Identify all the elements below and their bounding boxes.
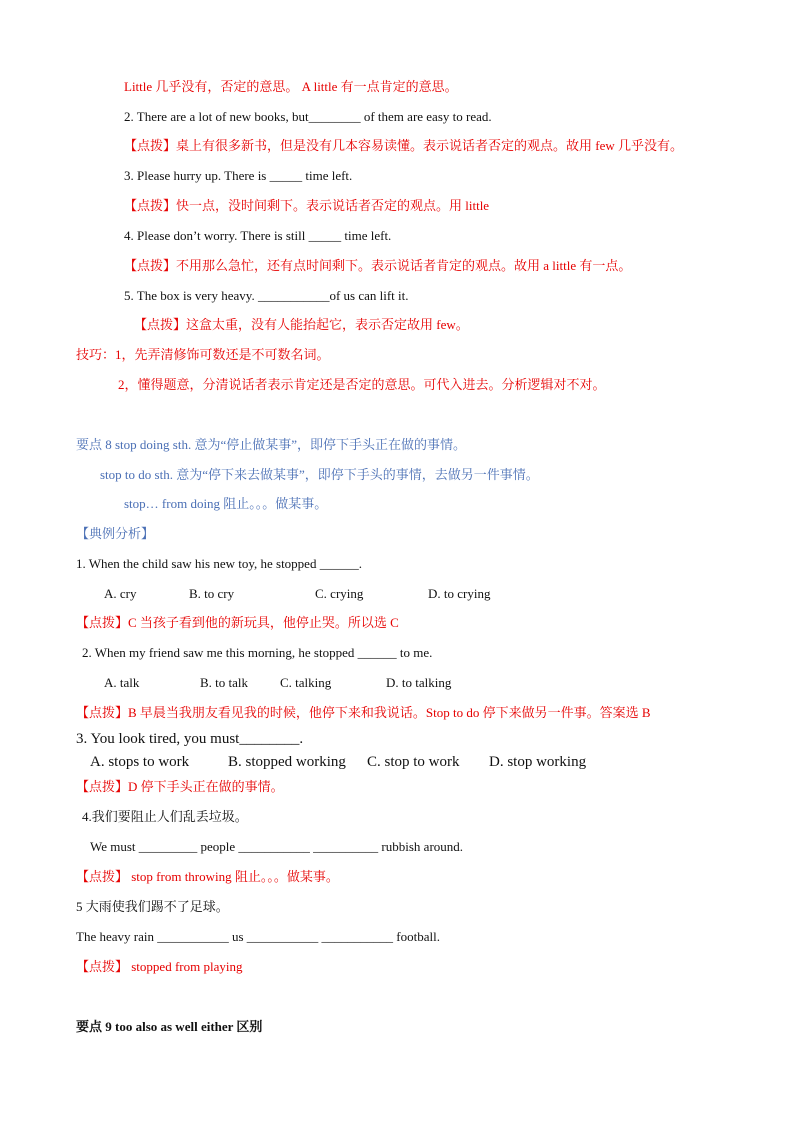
example-analysis-label: 【典例分析】 [76, 526, 155, 541]
option-d: D. to talking [386, 675, 452, 690]
option-b: B. to talk [200, 675, 249, 690]
example-3-question: 3. You look tired, you must________. [76, 731, 304, 747]
question-2-books: 2. There are a lot of new books, but________ of them are easy to read. [124, 109, 492, 124]
hint-few-box: 【点拨】这盒太重，没有人能抬起它，表示否定故用 few。 [134, 317, 469, 332]
example-4-hint: 【点拨】 stop from throwing 阻止。。。做某事。 [76, 869, 339, 884]
example-1-hint: 【点拨】C 当孩子看到他的新玩具，他停止哭。所以选 C [76, 615, 399, 630]
example-2-options [104, 674, 451, 692]
option-c: C. crying [315, 586, 364, 601]
example-1-options [104, 585, 490, 603]
example-5-sentence: The heavy rain ___________ us ___________ ___________ football. [76, 929, 440, 944]
example-4-sentence: We must _________ people ___________ __________ rubbish around. [90, 839, 464, 854]
note-little-meaning: Little 几乎没有，否定的意思。 A little 有一点肯定的意思。 [124, 79, 458, 94]
option-d: D. stop working [489, 754, 587, 770]
example-2-hint: 【点拨】B 早晨当我朋友看见我的时候，他停下来和我说话。Stop to do 停下来做另一件事。答案选 B [76, 705, 651, 720]
tip-1: 技巧：1，先弄清修饰可数还是不可数名词。 [76, 347, 330, 362]
option-a: A. talk [104, 675, 140, 690]
hint-few: 【点拨】桌上有很多新书，但是没有几本容易读懂。表示说话者否定的观点。故用 few 几乎没有。 [124, 138, 683, 153]
example-5-hint: 【点拨】 stopped from playing [76, 959, 243, 974]
point-8-stop-to-do: stop to do sth. 意为“停下来去做某事”，即停下手头的事情，去做另一件事情。 [100, 467, 539, 482]
point-9-heading: 要点 9 too also as well either 区别 [76, 1019, 263, 1034]
hint-little: 【点拨】快一点，没时间剩下。表示说话者否定的观点。用 little [124, 198, 490, 213]
point-8-stop-from: stop… from doing 阻止。。。做某事。 [124, 496, 328, 511]
tip-2: 2，懂得题意，分清说话者表示肯定还是否定的意思。可代入进去。分析逻辑对不对。 [118, 377, 606, 392]
option-d: D. to crying [428, 586, 491, 601]
question-4-worry: 4. Please don’t worry. There is still _____ time left. [124, 228, 392, 243]
example-2-question: 2. When my friend saw me this morning, he stopped ______ to me. [82, 645, 433, 660]
option-c: C. stop to work [367, 754, 460, 770]
option-a: A. stops to work [90, 754, 190, 770]
example-5-chinese: 5 大雨使我们踢不了足球。 [76, 899, 229, 914]
example-3-options [90, 753, 586, 771]
question-3-hurry: 3. Please hurry up. There is _____ time left. [124, 168, 353, 183]
example-4-chinese: 4.我们要阻止人们乱丢垃圾。 [82, 809, 248, 824]
point-8-heading: 要点 8 stop doing sth. 意为“停止做某事”，即停下手头正在做的事情。 [76, 437, 466, 452]
example-1-question: 1. When the child saw his new toy, he stopped ______. [76, 556, 362, 571]
option-c: C. talking [280, 675, 332, 690]
example-3-hint: 【点拨】D 停下手头正在做的事情。 [76, 779, 284, 794]
option-b: B. stopped working [228, 754, 346, 770]
question-5-box: 5. The box is very heavy. ___________of us can lift it. [124, 288, 409, 303]
hint-a-little: 【点拨】不用那么急忙，还有点时间剩下。表示说话者肯定的观点。故用 a little 有一点。 [124, 258, 632, 273]
option-b: B. to cry [189, 586, 235, 601]
option-a: A. cry [104, 586, 137, 601]
